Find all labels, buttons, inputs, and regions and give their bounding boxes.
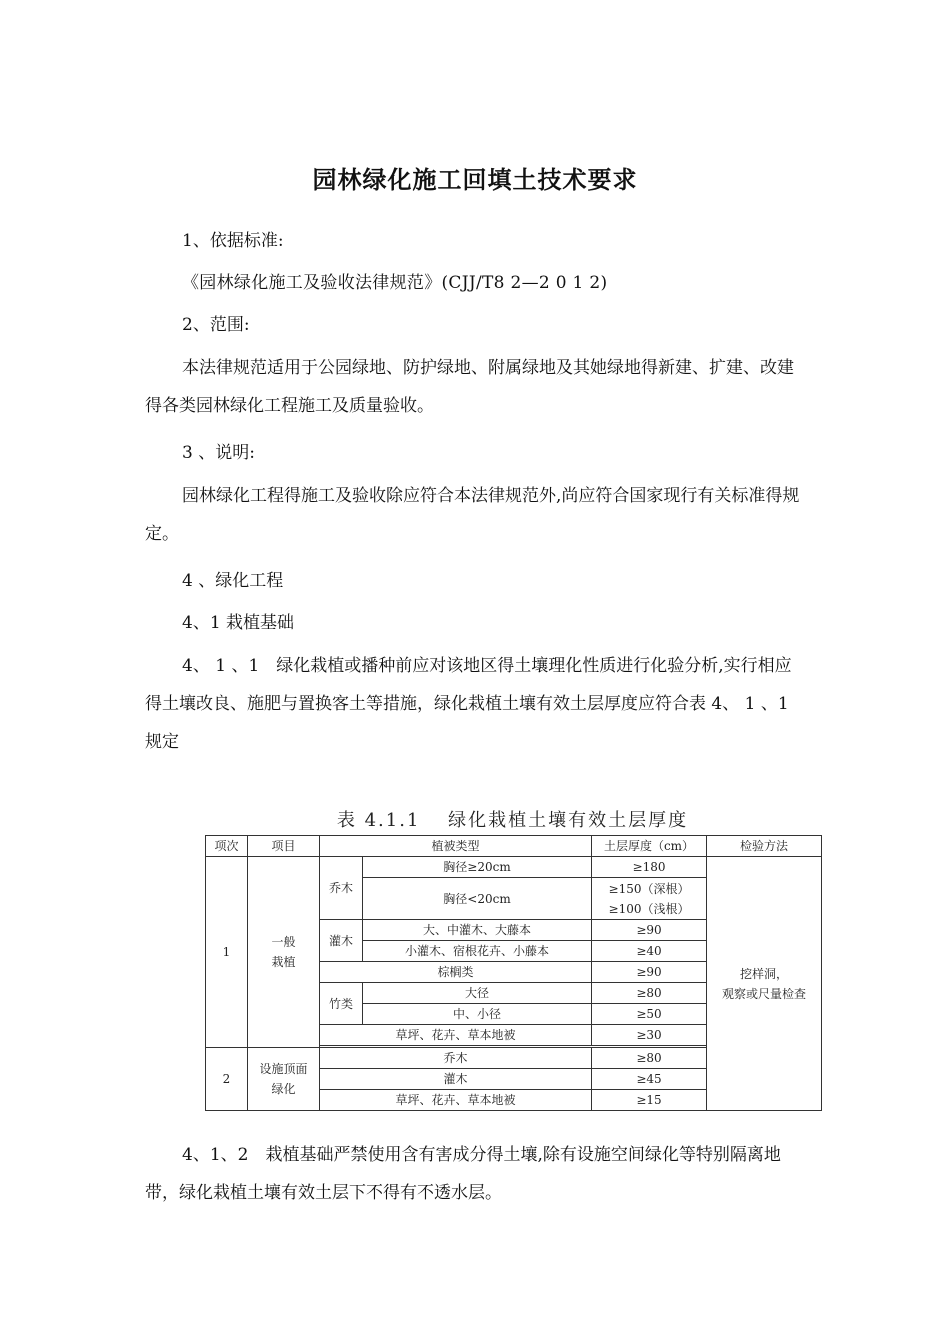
cell-vegetation: 大、中灌木、大藤本: [363, 920, 592, 941]
header-item: 项目: [248, 836, 320, 857]
cell-thickness: ≥90: [592, 962, 707, 983]
cell-vegetation: 草坪、花卉、草本地被: [320, 1090, 592, 1111]
group1-index: 1: [206, 857, 248, 1048]
group1-shrub: 灌木: [320, 920, 363, 962]
paragraph-greening-heading: 4 、绿化工程: [182, 571, 284, 591]
cell-thickness: ≥45: [592, 1069, 707, 1090]
paragraph-basis-standard: 《园林绿化施工及验收法律规范》(CJJ/T8 2—2 0 1 2): [182, 273, 608, 293]
paragraph-scope-body: 本法律规范适用于公园绿地、防护绿地、附属绿地及其她绿地得新建、扩建、改建得各类园林绿化工程施工及质量验收。: [145, 358, 794, 416]
cell-vegetation: 灌木: [320, 1069, 592, 1090]
group1-bamboo: 竹类: [320, 983, 363, 1025]
paragraph-clause-4-1-1: 4、 1 、1 绿化栽植或播种前应对该地区得土壤理化性质进行化验分析,实行相应得土壤改良、施肥与置换客土等措施，绿化栽植土壤有效土层厚度应符合表 4、 1 、1 规定: [145, 656, 792, 752]
paragraph-note-heading: 3 、说明:: [182, 443, 255, 463]
cell-vegetation: 小灌木、宿根花卉、小藤本: [363, 941, 592, 962]
table-row: [206, 857, 822, 878]
cell-vegetation: 草坪、花卉、草本地被: [320, 1025, 592, 1046]
cell-vegetation: 乔木: [320, 1048, 592, 1069]
cell-thickness: ≥30: [592, 1025, 707, 1046]
group1-item: 一般 栽植: [248, 857, 320, 1048]
cell-thickness: ≥80: [592, 1048, 707, 1069]
table-header-row: [206, 836, 822, 857]
cell-thickness: ≥150（深根） ≥100（浅根）: [592, 878, 707, 920]
group2-index: 2: [206, 1048, 248, 1111]
paragraph-basis-heading: 1、依据标准:: [182, 231, 284, 251]
cell-vegetation: 大径: [363, 983, 592, 1004]
paragraph-clause-4-1-2: 4、1、2 栽植基础严禁使用含有害成分得土壤,除有设施空间绿化等特别隔离地带，绿化栽植土壤有效土层下不得有不透水层。: [145, 1145, 781, 1203]
group1-arbor: 乔木: [320, 857, 363, 920]
cell-thickness: ≥15: [592, 1090, 707, 1111]
cell-thickness: ≥80: [592, 983, 707, 1004]
cell-thickness: ≥40: [592, 941, 707, 962]
paragraph-scope-heading: 2、范围:: [182, 315, 250, 335]
paragraph-note-body: 园林绿化工程得施工及验收除应符合本法律规范外,尚应符合国家现行有关标准得规定。: [145, 486, 800, 544]
header-method: 检验方法: [707, 836, 822, 857]
cell-thickness: ≥180: [592, 857, 707, 878]
cell-thickness: ≥90: [592, 920, 707, 941]
group2-item: 设施顶面 绿化: [248, 1048, 320, 1111]
cell-vegetation: 中、小径: [363, 1004, 592, 1025]
cell-vegetation: 胸径≥20cm: [363, 857, 592, 878]
cell-thickness: ≥50: [592, 1004, 707, 1025]
table-caption: 表 4.1.1 绿化栽植土壤有效土层厚度: [336, 810, 689, 831]
paragraph-planting-base-heading: 4、1 栽植基础: [182, 613, 295, 633]
header-thickness: 土层厚度（cm）: [592, 836, 707, 857]
soil-thickness-table: [205, 835, 822, 1111]
header-vegetation: 植被类型: [320, 836, 592, 857]
cell-method: 挖样洞， 观察或尺量检查: [707, 857, 822, 1111]
cell-vegetation: 胸径<20cm: [363, 878, 592, 920]
header-index: 项次: [206, 836, 248, 857]
document-title: 园林绿化施工回填土技术要求: [312, 165, 638, 194]
cell-vegetation: 棕榈类: [320, 962, 592, 983]
